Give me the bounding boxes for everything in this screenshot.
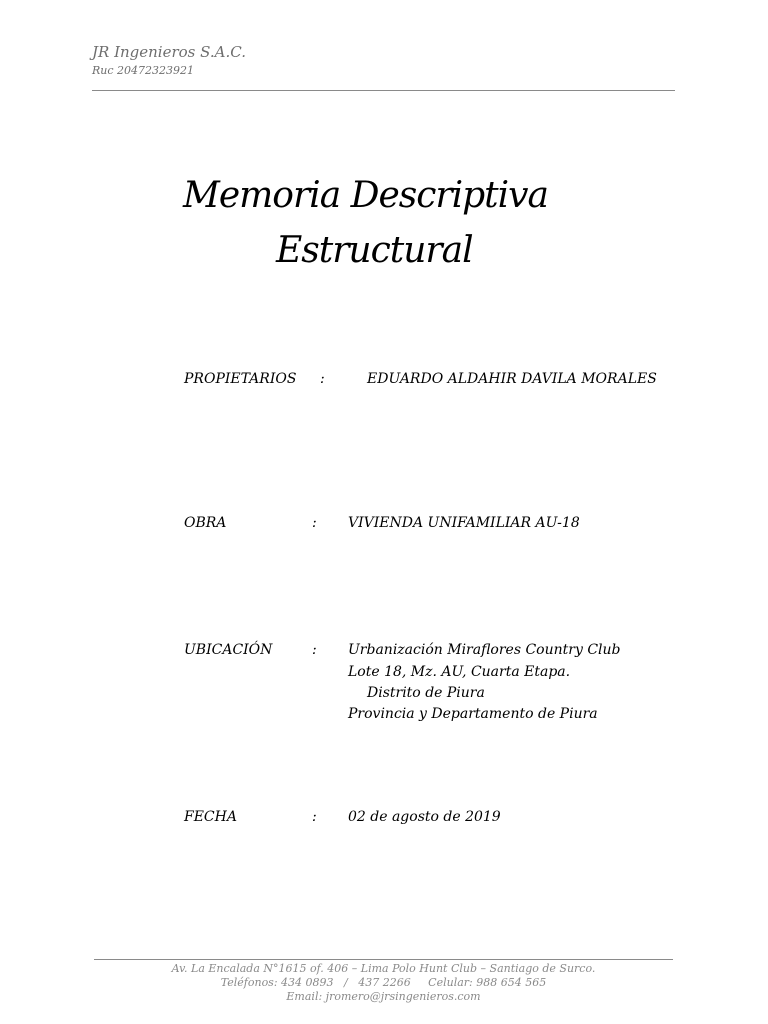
ubicacion-line-4: Provincia y Departamento de Piura <box>348 706 598 722</box>
propietarios-label: PROPIETARIOS <box>184 371 297 387</box>
footer-phones: Teléfonos: 434 0893 / 437 2266 Celular: 988 654 565 <box>220 976 547 989</box>
fecha-value: 02 de agosto de 2019 <box>348 809 501 825</box>
ubicacion-line-2: Lote 18, Mz. AU, Cuarta Etapa. <box>348 664 571 680</box>
footer-address: Av. La Encalada N°1615 of. 406 – Lima Polo Hunt Club – Santiago de Surco. <box>171 962 596 975</box>
propietarios-value: EDUARDO ALDAHIR DAVILA MORALES <box>367 371 657 387</box>
company-name: JR Ingenieros S.A.C. <box>92 43 246 61</box>
header-divider <box>92 90 675 91</box>
title-line-2: Estructural <box>276 230 473 271</box>
company-ruc: Ruc 20472323921 <box>92 64 195 77</box>
fecha-label: FECHA <box>184 809 237 825</box>
footer-email: Email: jromero@jrsingenieros.com <box>286 990 481 1003</box>
ubicacion-line-3: Distrito de Piura <box>367 685 485 701</box>
footer-divider <box>94 959 673 960</box>
fecha-colon: : <box>312 809 317 825</box>
obra-value: VIVIENDA UNIFAMILIAR AU-18 <box>348 515 580 531</box>
ubicacion-colon: : <box>312 642 317 658</box>
obra-colon: : <box>312 515 317 531</box>
ubicacion-line-1: Urbanización Miraflores Country Club <box>348 642 621 658</box>
title-line-1: Memoria Descriptiva <box>183 175 548 216</box>
propietarios-colon: : <box>320 371 325 387</box>
ubicacion-label: UBICACIÓN <box>184 642 273 658</box>
obra-label: OBRA <box>184 515 227 531</box>
